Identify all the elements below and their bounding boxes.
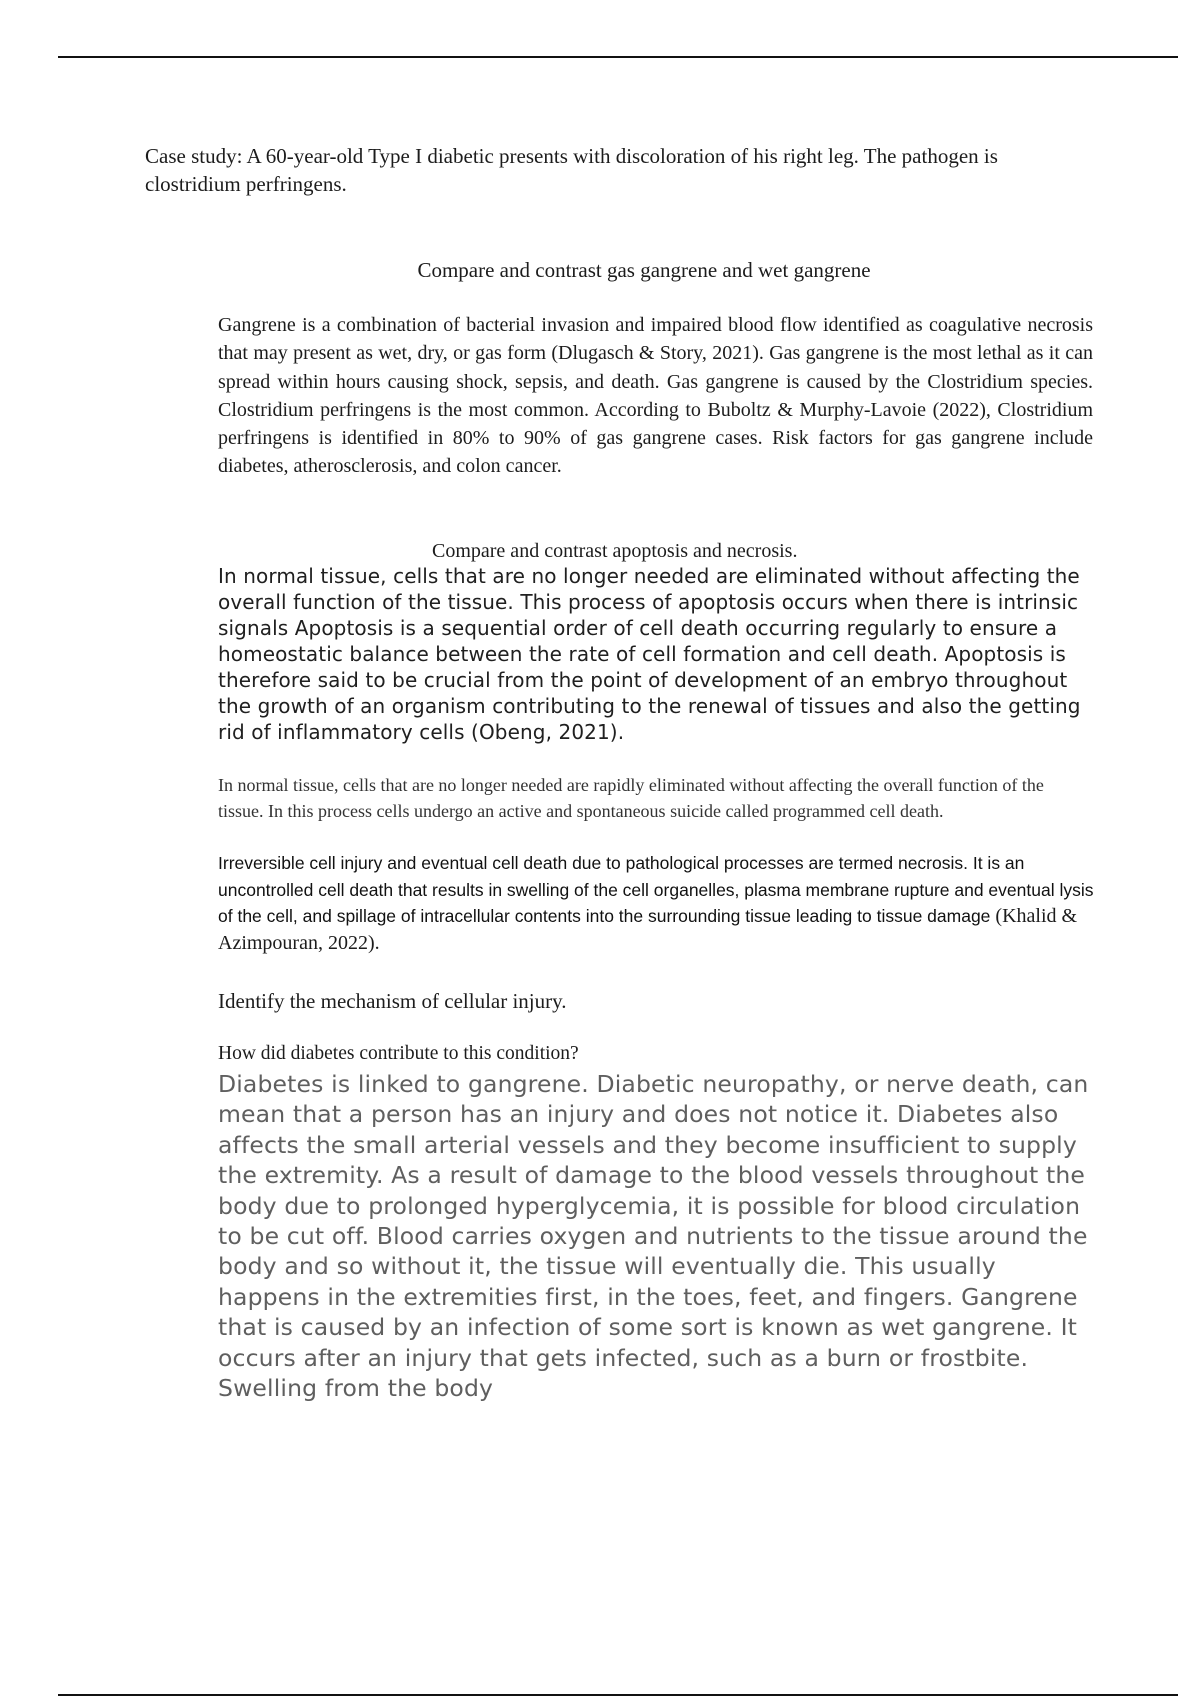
- heading-gas-vs-wet-gangrene: [0, 256, 1200, 284]
- apoptosis-paragraph: In normal tissue, cells that are no longer needed are eliminated without affecting the overall function of the tissue. This process of apoptosis occurs when there is intrinsic signals Apoptosis is a sequential order of cell death occurring regularly to ensure a homeostatic balance between the rate of cell formation and cell death. Apoptosis is therefore said to be crucial from the point of development of an embryo throughout the growth of an organism contributing to the renewal of tissues and also the getting rid of inflammatory cells (Obeng, 2021).: [218, 564, 1081, 744]
- heading-apoptosis-vs-necrosis: Compare and contrast apoptosis and necrosis.: [432, 540, 798, 562]
- heading-gas-vs-wet-gangrene-text: Compare and contrast gas gangrene and wet gangrene: [417, 258, 871, 282]
- question-mechanism-of-injury: Identify the mechanism of cellular injury.: [218, 989, 567, 1013]
- case-study-intro: Case study: A 60-year-old Type I diabetic presents with discoloration of his right leg. The pathogen is clostridium perfringens.: [145, 144, 998, 196]
- bottom-rule: [58, 1694, 1178, 1696]
- normal-tissue-paragraph: In normal tissue, cells that are no longer needed are rapidly eliminated without affecting the overall function of the tissue. In this process cells undergo an active and spontaneous suicide called programmed cell death.: [218, 775, 1044, 821]
- necrosis-paragraph: [218, 850, 1108, 956]
- top-rule: [58, 56, 1178, 58]
- gangrene-paragraph: Gangrene is a combination of bacterial invasion and impaired blood flow identified as coagulative necrosis that may present as wet, dry, or gas form (Dlugasch & Story, 2021). Gas gangrene is the most lethal as it can spread within hours causing shock, sepsis, and death. Gas gangrene is caused by the Clostridium species. Clostridium perfringens is the most common. According to Buboltz & Murphy-Lavoie (2022), Clostridium perfringens is identified in 80% to 90% of gas gangrene cases. Risk factors for gas gangrene include diabetes, atherosclerosis, and colon cancer.: [218, 314, 1093, 478]
- diabetes-paragraph: Diabetes is linked to gangrene. Diabetic neuropathy, or nerve death, can mean that a person has an injury and does not notice it. Diabetes also affects the small arterial vessels and they become insufficient to supply the extremity. As a result of damage to the blood vessels throughout the body due to prolonged hyperglycemia, it is possible for blood circulation to be cut off. Blood carries oxygen and nutrients to the tissue around the body and so without it, the tissue will eventually die. This usually happens in the extremities first, in the toes, feet, and fingers. Gangrene that is caused by an infection of some sort is known as wet gangrene. It occurs after an injury that gets infected, such as a burn or frostbite. Swelling from the body: [218, 1070, 1089, 1403]
- necrosis-text: Irreversible cell injury and eventual cell death due to pathological processes are termed necrosis. It is an uncontrolled cell death that results in swelling of the cell organelles, plasma membrane rupture and eventual lysis of the cell, and spillage of intracellular contents into the surrounding tissue leading to tissue damage: [218, 853, 1094, 926]
- question-diabetes-contribution: How did diabetes contribute to this condition?: [218, 1043, 579, 1064]
- necrosis-citation: (Khalid & Azimpouran, 2022).: [218, 905, 1078, 954]
